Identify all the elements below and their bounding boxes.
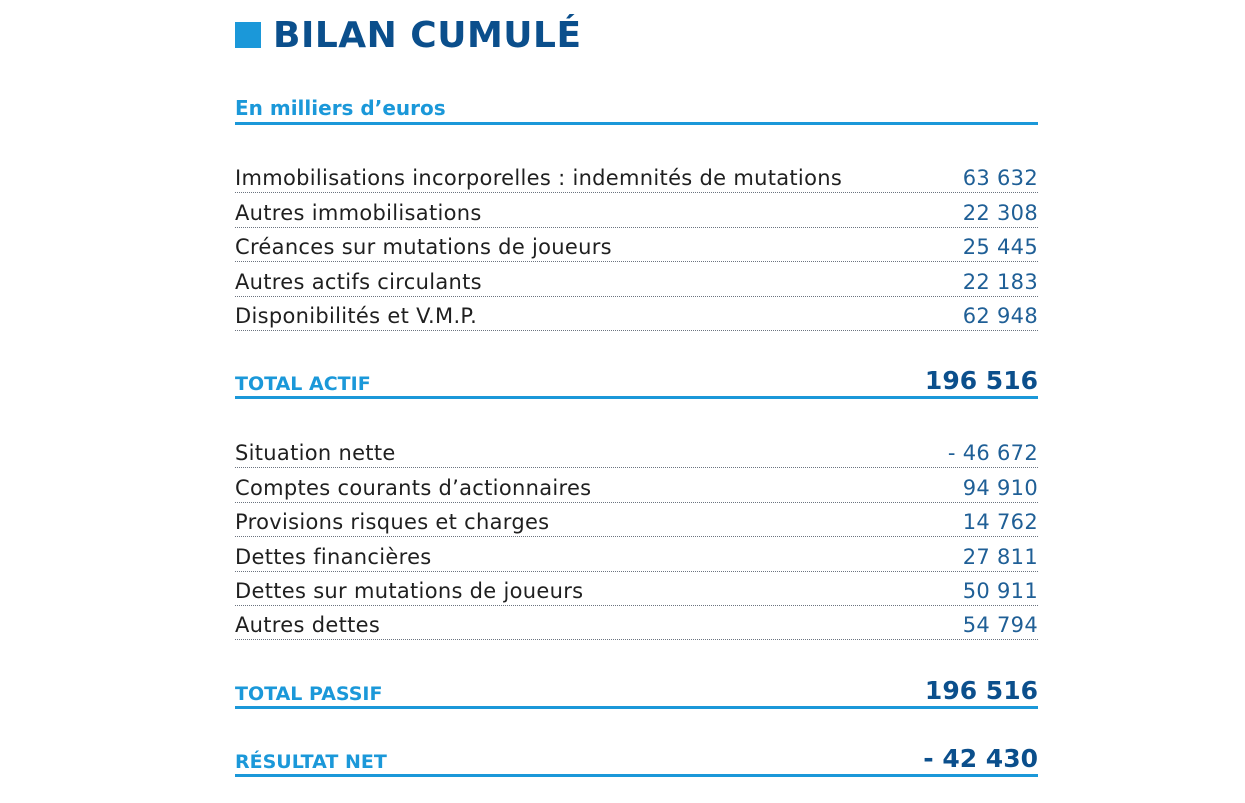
actif-section <box>235 159 1038 331</box>
table-row <box>235 297 1038 331</box>
table-row <box>235 537 1038 571</box>
row-label: Immobilisations incorporelles : indemnités de mutations <box>235 166 843 191</box>
row-label: Créances sur mutations de joueurs <box>235 235 612 260</box>
table-row <box>235 572 1038 606</box>
table-row <box>235 159 1038 193</box>
table-row <box>235 468 1038 502</box>
title-row <box>235 13 582 57</box>
row-value: 22 308 <box>962 200 1038 225</box>
row-value: 14 762 <box>962 510 1038 535</box>
total-actif-label: TOTAL ACTIF <box>235 373 371 395</box>
table-row <box>235 262 1038 296</box>
row-value: - 46 672 <box>947 441 1038 466</box>
row-value: 54 794 <box>962 613 1038 638</box>
row-value: 22 183 <box>962 269 1038 294</box>
table-row <box>235 503 1038 537</box>
row-label: Provisions risques et charges <box>235 510 550 535</box>
table-row <box>235 434 1038 468</box>
row-value: 27 811 <box>962 544 1038 569</box>
passif-section <box>235 434 1038 640</box>
table-row <box>235 193 1038 227</box>
total-passif-row <box>235 676 1038 709</box>
row-label: Autres dettes <box>235 613 381 638</box>
resultat-net-label: RÉSULTAT NET <box>235 751 387 773</box>
resultat-net-value: - 42 430 <box>923 744 1038 773</box>
row-label: Situation nette <box>235 441 396 466</box>
total-actif-row <box>235 366 1038 399</box>
row-value: 62 948 <box>962 303 1038 328</box>
table-row <box>235 606 1038 640</box>
row-label: Comptes courants d’actionnaires <box>235 475 592 500</box>
row-label: Disponibilités et V.M.P. <box>235 303 478 328</box>
page-title: BILAN CUMULÉ <box>273 14 582 56</box>
total-passif-value: 196 516 <box>924 676 1038 705</box>
unit-label: En milliers d’euros <box>235 94 1038 125</box>
title-square-icon <box>235 22 261 48</box>
resultat-net-row <box>235 744 1038 777</box>
row-value: 94 910 <box>962 475 1038 500</box>
row-value: 25 445 <box>962 235 1038 260</box>
row-label: Autres immobilisations <box>235 200 482 225</box>
row-label: Autres actifs circulants <box>235 269 482 294</box>
total-actif-value: 196 516 <box>924 366 1038 395</box>
row-label: Dettes financières <box>235 544 432 569</box>
table-row <box>235 228 1038 262</box>
total-passif-label: TOTAL PASSIF <box>235 683 383 705</box>
row-value: 50 911 <box>962 578 1038 603</box>
row-value: 63 632 <box>962 166 1038 191</box>
row-label: Dettes sur mutations de joueurs <box>235 578 584 603</box>
